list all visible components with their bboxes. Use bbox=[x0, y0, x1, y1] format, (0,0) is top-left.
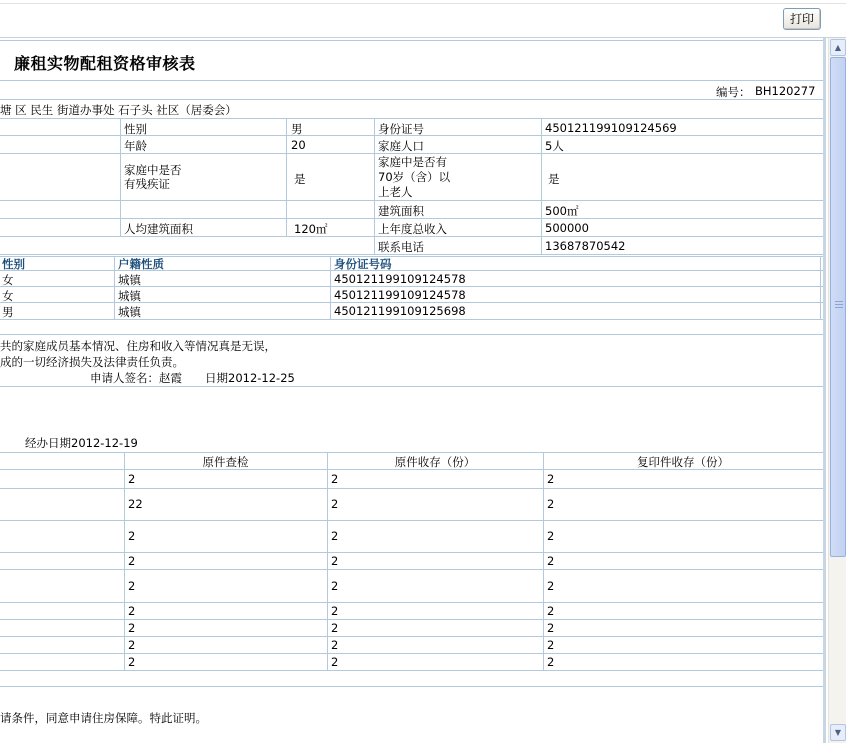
doc-copy: 2 bbox=[547, 472, 555, 486]
household-label: 家庭人口 bbox=[378, 139, 424, 153]
doc-check: 2 bbox=[128, 529, 136, 543]
doc-orig: 2 bbox=[331, 604, 339, 618]
documents-header-orig: 原件收存（份） bbox=[394, 455, 476, 469]
area-value: 500㎡ bbox=[545, 204, 579, 218]
toolbar bbox=[0, 0, 846, 38]
doc-copy: 2 bbox=[547, 497, 555, 511]
application-date: 日期2012-12-25 bbox=[205, 371, 295, 385]
elderly-value: 是 bbox=[548, 172, 560, 186]
disabled-value: 是 bbox=[294, 172, 306, 186]
doc-orig: 2 bbox=[331, 655, 339, 669]
declaration-line-1: 共的家庭成员基本情况、住房和收入等情况真是无误， bbox=[0, 339, 276, 353]
elderly-label-3: 上老人 bbox=[378, 185, 413, 199]
doc-orig: 2 bbox=[331, 638, 339, 652]
documents-header-copy: 复印件收存（份） bbox=[637, 455, 729, 469]
doc-orig: 2 bbox=[331, 497, 339, 511]
doc-copy: 2 bbox=[547, 638, 555, 652]
documents-header-check: 原件查检 bbox=[202, 455, 249, 469]
doc-copy: 2 bbox=[547, 554, 555, 568]
gender-label: 性别 bbox=[124, 122, 147, 136]
doc-orig: 2 bbox=[331, 579, 339, 593]
scroll-thumb[interactable] bbox=[830, 57, 846, 557]
member-id: 450121199109124578 bbox=[334, 288, 466, 302]
declaration-line-2: 成的一切经济损失及法律责任负责。 bbox=[0, 355, 184, 369]
members-header-gender: 性别 bbox=[2, 257, 25, 271]
toolbar-divider bbox=[0, 3, 846, 4]
member-gender: 男 bbox=[2, 305, 14, 319]
form-number-label: 编号： bbox=[716, 85, 751, 99]
doc-copy: 2 bbox=[547, 604, 555, 618]
age-label: 年龄 bbox=[124, 139, 147, 153]
doc-check: 2 bbox=[128, 579, 136, 593]
member-hukou: 城镇 bbox=[118, 305, 141, 319]
doc-orig: 2 bbox=[331, 554, 339, 568]
doc-check: 2 bbox=[128, 621, 136, 635]
doc-check: 2 bbox=[128, 604, 136, 618]
doc-check: 2 bbox=[128, 472, 136, 486]
doc-check: 2 bbox=[128, 638, 136, 652]
doc-check: 22 bbox=[128, 497, 143, 511]
doc-copy: 2 bbox=[547, 655, 555, 669]
income-value: 500000 bbox=[545, 221, 589, 235]
elderly-label-2: 70岁（含）以 bbox=[378, 170, 451, 184]
members-header-id: 身份证号码 bbox=[334, 257, 392, 271]
member-id: 450121199109125698 bbox=[334, 304, 466, 318]
member-gender: 女 bbox=[2, 289, 14, 303]
member-gender: 女 bbox=[2, 273, 14, 287]
income-label: 上年度总收入 bbox=[378, 222, 447, 236]
doc-check: 2 bbox=[128, 554, 136, 568]
form-number: BH120277 bbox=[755, 84, 816, 98]
scroll-up-button[interactable]: ▲ bbox=[830, 39, 846, 56]
doc-copy: 2 bbox=[547, 621, 555, 635]
per-capita-label: 人均建筑面积 bbox=[124, 222, 193, 236]
member-id: 450121199109124578 bbox=[334, 272, 466, 286]
doc-check: 2 bbox=[128, 655, 136, 669]
elderly-label-1: 家庭中是否有 bbox=[378, 155, 447, 169]
member-hukou: 城镇 bbox=[118, 273, 141, 287]
id-value: 450121199109124569 bbox=[545, 121, 677, 135]
scroll-down-button[interactable]: ▼ bbox=[830, 724, 846, 741]
vertical-scrollbar[interactable] bbox=[828, 38, 846, 743]
doc-orig: 2 bbox=[331, 621, 339, 635]
phone-value: 13687870542 bbox=[545, 239, 626, 253]
household-value: 5人 bbox=[545, 139, 564, 153]
applicant-signature: 申请人签名：赵霞 bbox=[90, 371, 182, 385]
address-line: 塘 区 民生 街道办事处 石子头 社区（居委会） bbox=[0, 103, 237, 117]
members-header-hukou: 户籍性质 bbox=[118, 257, 164, 271]
area-label: 建筑面积 bbox=[378, 204, 424, 218]
print-button[interactable]: 打印 bbox=[783, 8, 821, 30]
frame-border bbox=[823, 38, 826, 743]
phone-label: 联系电话 bbox=[378, 240, 424, 254]
approval-statement: 请条件，同意申请住房保障。特此证明。 bbox=[0, 711, 207, 725]
disabled-label-1: 家庭中是否 bbox=[124, 163, 182, 177]
disabled-label-2: 有残疾证 bbox=[124, 177, 170, 191]
handling-date: 经办日期2012-12-19 bbox=[25, 436, 138, 450]
form-frame bbox=[0, 38, 828, 743]
doc-orig: 2 bbox=[331, 472, 339, 486]
doc-copy: 2 bbox=[547, 579, 555, 593]
doc-copy: 2 bbox=[547, 529, 555, 543]
gender-value: 男 bbox=[291, 122, 303, 136]
form-title: 廉租实物配租资格审核表 bbox=[14, 54, 196, 73]
per-capita-value: 120㎡ bbox=[294, 222, 328, 236]
member-hukou: 城镇 bbox=[118, 289, 141, 303]
id-label: 身份证号 bbox=[378, 122, 424, 136]
age-value: 20 bbox=[291, 138, 306, 152]
doc-orig: 2 bbox=[331, 529, 339, 543]
